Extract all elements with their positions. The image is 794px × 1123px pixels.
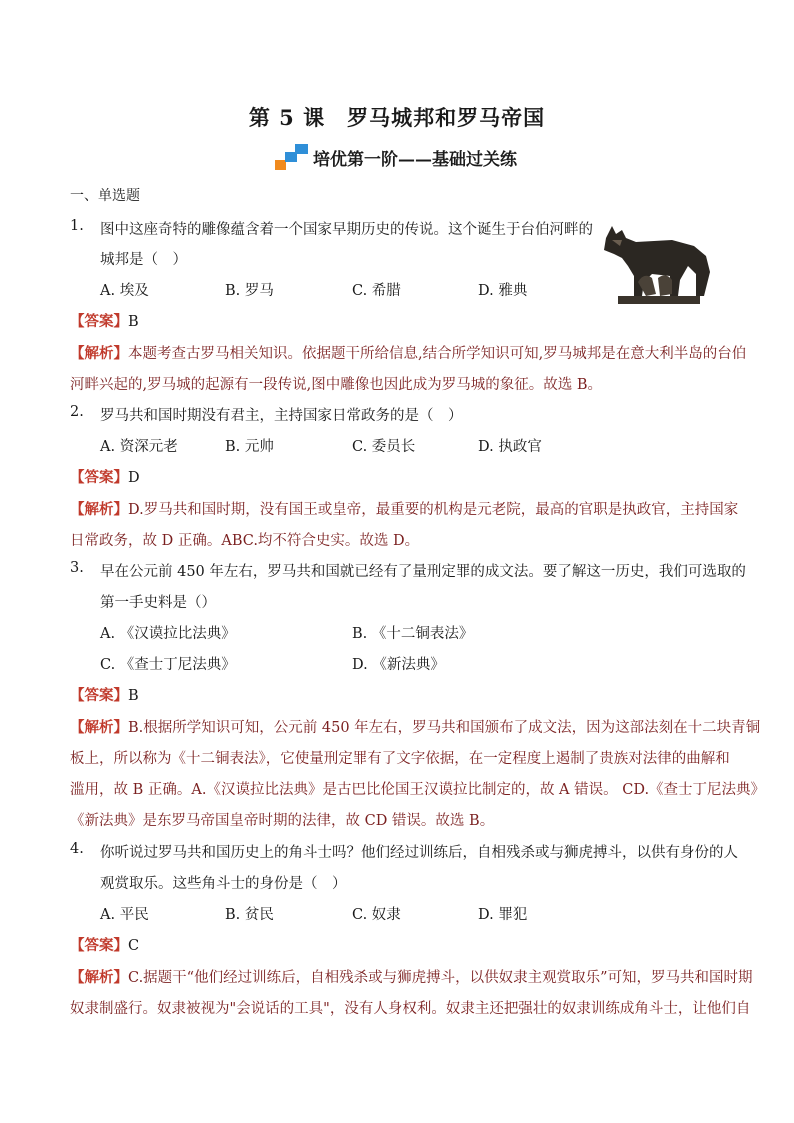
explanation-text: 日常政务，故 D 正确。ABC.均不符合史实。故选 D。	[70, 533, 420, 549]
option-c: C. 委员长	[352, 439, 416, 455]
explanation-line	[70, 716, 760, 737]
option-d: D. 《新法典》	[352, 657, 445, 673]
explanation-line	[70, 966, 753, 987]
question-text: 你听说过罗马共和国历史上的角斗士吗？他们经过训练后，自相残杀或与狮虎搏斗，以供有身份的人	[100, 845, 738, 861]
option-b: B. 贫民	[225, 907, 274, 923]
explanation-text: 滥用，故 B 正确。A.《汉谟拉比法典》是古巴比伦国王汉谟拉比制定的，故 A 错误。 CD.《查士丁尼法典》	[70, 782, 766, 798]
explanation-text: D.罗马共和国时期，没有国王或皇帝，最重要的机构是元老院，最高的官职是执政官，主持国家	[128, 502, 739, 518]
question-text: 早在公元前 450 年左右，罗马共和国就已经有了量刑定罪的成文法。要了解这一历史，我们可选取的	[100, 564, 746, 580]
explanation-tag: 【解析】	[70, 345, 128, 362]
option-c: C. 希腊	[352, 283, 401, 299]
question-number: 2.	[70, 404, 84, 420]
answer-line	[70, 684, 139, 705]
explanation-text: B.根据所学知识可知，公元前 450 年左右，罗马共和国颁布了成文法，因为这部法刻在十二块青铜	[128, 720, 761, 736]
question-text: 图中这座奇特的雕像蕴含着一个国家早期历史的传说。这个诞生于台伯河畔的	[100, 222, 593, 238]
answer-line	[70, 466, 140, 487]
option-b: B. 《十二铜表法》	[352, 626, 474, 642]
explanation-line	[70, 342, 746, 363]
answer-value: D	[128, 470, 140, 486]
question-number: 4.	[70, 841, 84, 857]
question-text: 罗马共和国时期没有君主，主持国家日常政务的是（ ）	[100, 408, 463, 424]
option-a: A. 资深元老	[100, 439, 178, 455]
option-d: D. 雅典	[478, 283, 528, 299]
option-c: C. 奴隶	[352, 907, 401, 923]
option-d: D. 执政官	[478, 439, 542, 455]
section-heading: 一、单选题	[70, 188, 140, 204]
answer-value: C	[128, 938, 140, 954]
lesson-title: 第 5 课 罗马城邦和罗马帝国	[248, 105, 546, 130]
explanation-text: 奴隶制盛行。奴隶被视为"会说话的工具"，没有人身权利。奴隶主还把强壮的奴隶训练成角斗士，让他们自	[70, 1001, 751, 1017]
explanation-text: 板上，所以称为《十二铜表法》，它使量刑定罪有了文字依据，在一定程度上遏制了贵族对法律的曲解和	[70, 751, 730, 767]
question-text: 第一手史料是（）	[100, 595, 216, 611]
option-b: B. 罗马	[225, 283, 274, 299]
stage-title: 培优第一阶——基础过关练	[313, 149, 517, 170]
explanation-text: 《新法典》是东罗马帝国皇帝时期的法律，故 CD 错误。故选 B。	[70, 813, 495, 829]
explanation-line	[70, 498, 738, 519]
answer-tag: 【答案】	[70, 469, 128, 486]
question-number: 3.	[70, 560, 84, 576]
question-text: 观赏取乐。这些角斗士的身份是（ ）	[100, 876, 347, 892]
answer-line	[70, 310, 139, 331]
option-c: C. 《查士丁尼法典》	[100, 657, 236, 673]
answer-tag: 【答案】	[70, 313, 128, 330]
answer-value: B	[128, 688, 139, 704]
answer-line	[70, 934, 139, 955]
option-b: B. 元帅	[225, 439, 274, 455]
option-a: A. 平民	[100, 907, 149, 923]
explanation-text: C.据题干“他们经过训练后，自相残杀或与狮虎搏斗，以供奴隶主观赏取乐”可知，罗马共和国时期	[128, 970, 753, 986]
explanation-tag: 【解析】	[70, 501, 128, 518]
stage-heading	[275, 141, 517, 173]
explanation-tag: 【解析】	[70, 969, 128, 986]
option-a: A. 埃及	[100, 283, 149, 299]
option-a: A. 《汉谟拉比法典》	[100, 626, 236, 642]
answer-value: B	[128, 314, 139, 330]
explanation-text: 河畔兴起的,罗马城的起源有一段传说,图中雕像也因此成为罗马城的象征。故选 B。	[70, 377, 602, 393]
question-text: 城邦是（ ）	[100, 252, 187, 268]
explanation-text: 本题考查古罗马相关知识。依据题干所给信息,结合所学知识可知,罗马城邦是在意大利半岛的台伯	[128, 346, 747, 362]
capitoline-wolf-image	[592, 216, 724, 306]
explanation-tag: 【解析】	[70, 719, 128, 736]
answer-tag: 【答案】	[70, 937, 128, 954]
option-d: D. 罪犯	[478, 907, 528, 923]
stairs-icon	[275, 144, 309, 170]
answer-tag: 【答案】	[70, 687, 128, 704]
question-number: 1.	[70, 218, 84, 234]
